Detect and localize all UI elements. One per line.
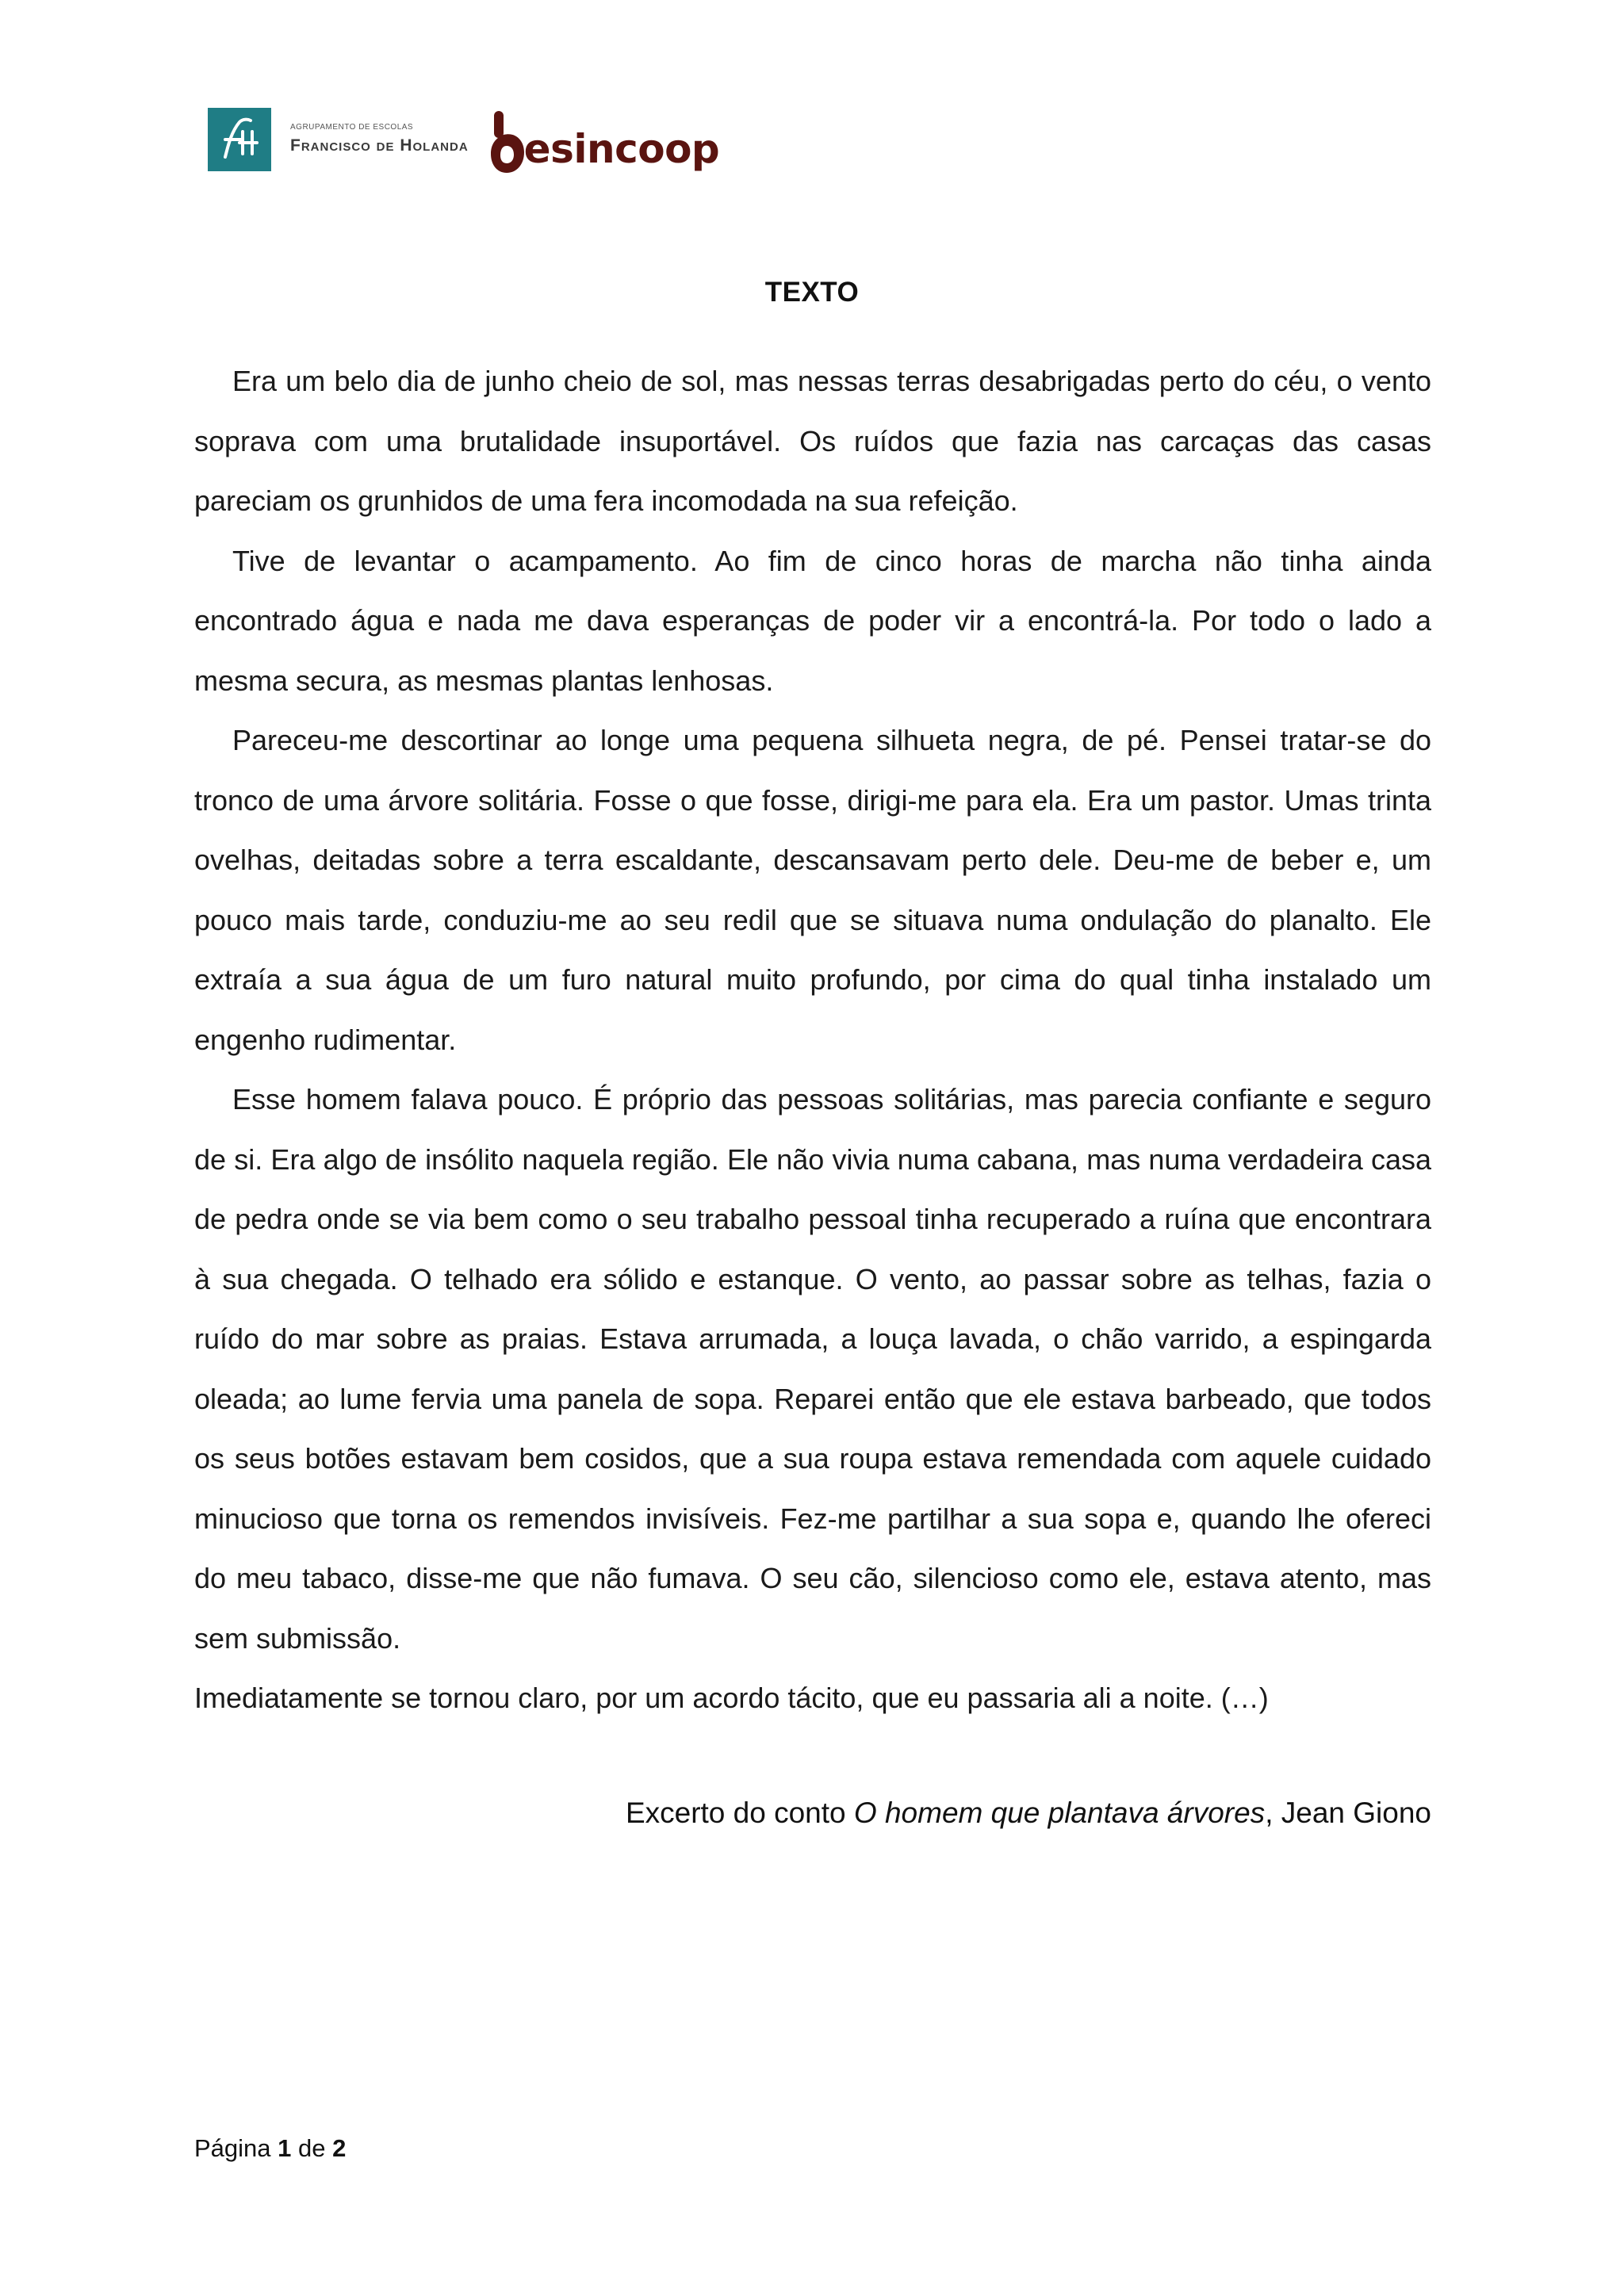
page-title: TEXTO <box>764 277 860 308</box>
paragraph: Esse homem falava pouco. É próprio das pessoas solitárias, mas parecia confiante e seguro de si. Era algo de insólito naquela região. Ele não vivia numa cabana, mas numa verdadeira casa de pedra onde se via bem como o seu trabalho pessoal tinha recuperado a ruína que encontrara à sua chegada. O telhado era sólido e estanque. O vento, ao passar sobre as telhas, fazia o ruído do mar sobre as praias. Estava arrumada, a louça lavada, o chão varrido, a espingarda oleada; ao lume fervia uma panela de sopa. Reparei então que ele estava barbeado, que todos os seus botões estavam bem cosidos, que a sua roupa estava remendada com aquele cuidado minucioso que torna os remendos invisíveis. Fez-me partilhar a sua sopa e, quando lhe ofereci do meu tabaco, disse-me que não fumava. O seu cão, silencioso como ele, estava atento, mas sem submissão. <box>194 1083 1431 1655</box>
paragraph: Era um belo dia de junho cheio de sol, mas nessas terras desabrigadas perto do céu, o vento soprava com uma brutalidade insuportável. Os ruídos que fazia nas carcaças das casas pareciam os grunhidos de uma fera incomodada na sua refeição. <box>194 365 1431 517</box>
fh-logo <box>208 108 271 171</box>
desincoop-d-icon <box>489 111 526 173</box>
fh-monogram-icon <box>208 108 271 171</box>
of-word: de <box>298 2134 326 2162</box>
paragraph: Imediatamente se tornou claro, por um acordo tácito, que eu passaria ali a noite. (…) <box>194 1682 1269 1714</box>
school-group-label: AGRUPAMENTO DE ESCOLAS <box>290 123 414 132</box>
source-attribution <box>626 1795 1431 1831</box>
school-name: Francisco de Holanda <box>290 136 469 155</box>
school-name-block <box>290 108 469 171</box>
total-pages-number: 2 <box>332 2134 347 2162</box>
page-word: Página <box>194 2134 271 2162</box>
story-text <box>194 351 1431 1728</box>
page-header <box>208 101 719 178</box>
desincoop-wordmark: esincoop <box>523 126 720 172</box>
paragraph: Tive de levantar o acampamento. Ao fim de cinco horas de marcha não tinha ainda encontrado água e nada me dava esperanças de poder vir a encontrá-la. Por todo o lado a mesma secura, as mesmas plantas lenhosas. <box>194 544 1431 697</box>
attribution-author: , Jean Giono <box>1265 1797 1431 1829</box>
current-page-number: 1 <box>278 2134 292 2162</box>
desincoop-logo <box>489 101 720 178</box>
work-title: O homem que plantava árvores <box>853 1797 1266 1829</box>
paragraph: Pareceu-me descortinar ao longe uma pequena silhueta negra, de pé. Pensei tratar-se do tronco de uma árvore solitária. Fosse o que fosse, dirigi-me para ela. Era um pastor. Umas trinta ovelhas, deitadas sobre a terra escaldante, descansavam perto dele. Deu-me de beber e, um pouco mais tarde, conduziu-me ao seu redil que se situava numa ondulação do planalto. Ele extraía a sua água de um furo natural muito profundo, por cima do qual tinha instalado um engenho rudimentar. <box>194 724 1431 1056</box>
attribution-prefix: Excerto do conto <box>625 1797 854 1829</box>
page-footer <box>194 2133 346 2164</box>
